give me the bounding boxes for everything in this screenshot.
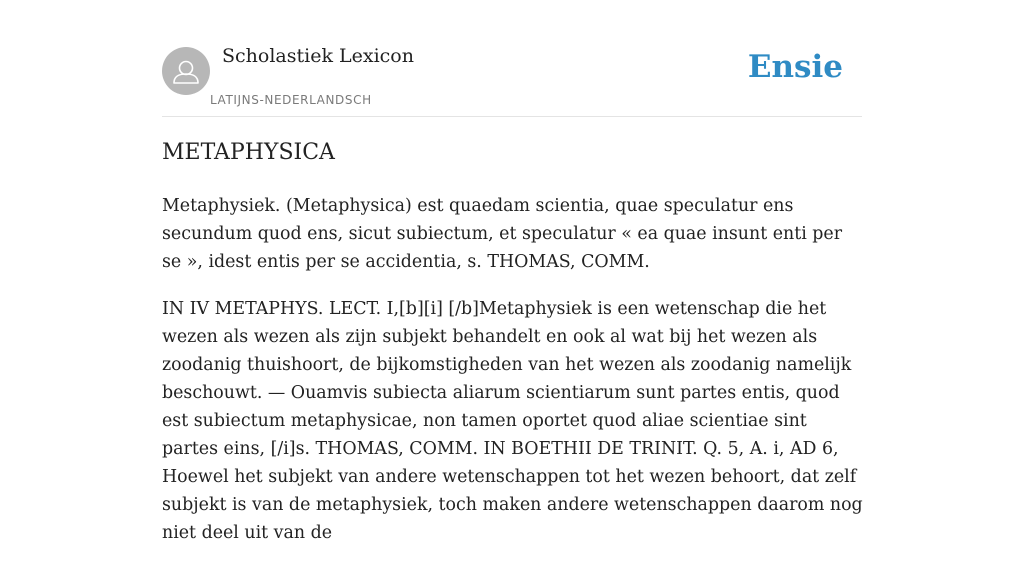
entry-paragraph: IN IV METAPHYS. LECT. I,[b][i] [/b]Metaphysiek is een wetenschap die het wezen als wezen als zijn subjekt behandelt en ook al wat bij het wezen als zoodanig thuishoort, de bijkomstigheden van het wezen als zoodanig namelijk beschouwt. — Ouamvis subiecta aliarum scientiarum sunt partes entis, quod est subiectum metaphysicae, non tamen oportet quod aliae scientiae sint partes eins, [/i]s. THOMAS, COMM. IN BOETHII DE TRINIT. Q. 5, A. i, AD 6, Hoewel het subjekt van andere wetenschappen tot het wezen behoort, dat zelf subjekt is van de metaphysiek, toch maken andere wetenschappen daarom nog niet deel uit van de: [162, 299, 863, 543]
entry-paragraph: Metaphysiek. (Metaphysica) est quaedam scientia, quae speculatur ens secundum quod ens, sicut subiectum, et speculatur « ea quae insunt enti per se », idest entis per se accidentia, s. THOMAS, COMM.: [162, 196, 843, 272]
lexicon-title[interactable]: Scholastiek Lexicon: [222, 45, 414, 67]
user-icon: [162, 47, 210, 95]
header: [162, 0, 862, 117]
entry-body: [162, 192, 864, 566]
avatar[interactable]: [162, 47, 210, 95]
lexicon-subtitle: LATIJNS-NEDERLANDSCH: [210, 93, 372, 107]
brand-logo[interactable]: Ensie: [747, 49, 843, 85]
entry-title: METAPHYSICA: [162, 140, 335, 165]
